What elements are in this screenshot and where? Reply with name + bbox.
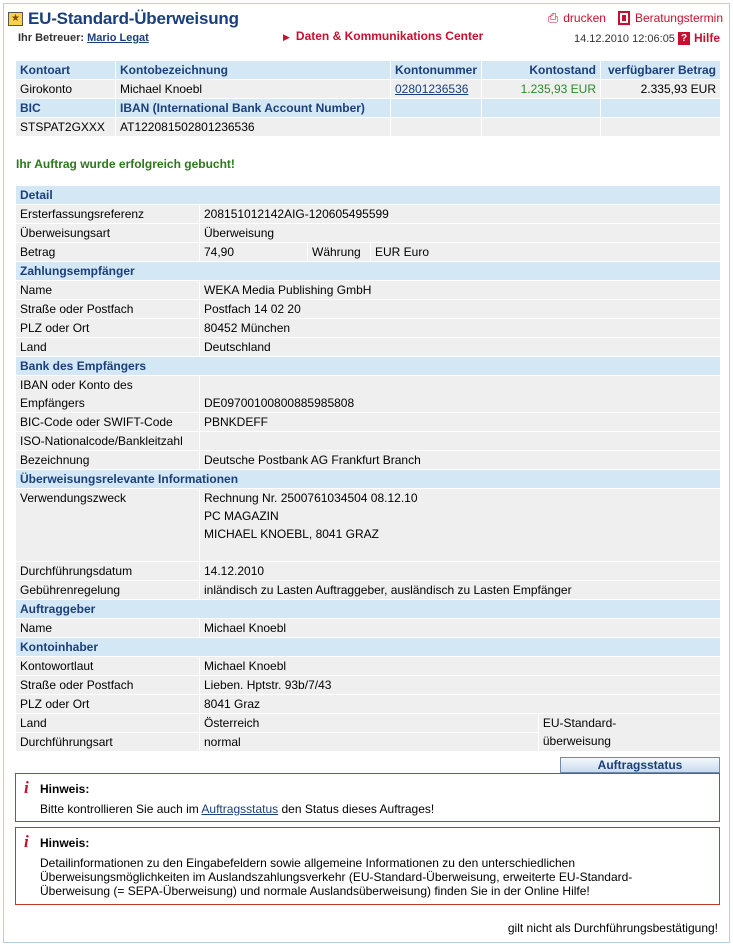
currency-value: EUR Euro [371, 243, 720, 261]
iban-value: AT122081502801236536 [116, 118, 390, 136]
help-link[interactable] [678, 31, 720, 45]
center-label: Daten & Kommunikations Center [295, 29, 484, 43]
table-row [16, 118, 720, 136]
bank-bic-label: BIC-Code oder SWIFT-Code [16, 413, 199, 431]
section-holder: Kontoinhaber [16, 638, 720, 656]
header-filler [391, 99, 481, 117]
appointment-label: Beratungstermin [634, 11, 723, 25]
print-label: drucken [563, 11, 606, 25]
bank-bez-label: Bezeichnung [16, 451, 199, 469]
hint-box [15, 827, 720, 905]
datetime: 14.12.2010 12:06:05 [574, 33, 675, 45]
col-bic: BIC [16, 99, 115, 117]
info-icon: i [24, 778, 29, 797]
holder-art-label: Durchführungsart [16, 733, 199, 751]
star-icon: ★ [8, 12, 23, 26]
ref-value: 208151012142AIG-120605495599 [200, 205, 720, 223]
hint-body: Detailinformationen zu den Eingabefeldern sowie allgemeine Informationen zu den unterschiedlichen Überweisungsmöglichkeiten im Auslandszahlungsverkehr (EU-Standard-Überweisung, erweiterte EU-Standard-Überweisung (= SEPA-Überweisung) und normale Auslandsüberweisung) finden Sie in der Online Hilfe! [40, 856, 633, 898]
date-label: Durchführungsdatum [16, 562, 199, 580]
section-detail: Detail [16, 186, 720, 204]
bank-bez-value: Deutsche Postbank AG Frankfurt Branch [200, 451, 720, 469]
hint-body: Bitte kontrollieren Sie auch im Auftragsstatus den Status dieses Auftrages! [40, 802, 435, 816]
appointment-link[interactable] [618, 11, 723, 25]
order-status-link[interactable]: Auftragsstatus [201, 802, 279, 816]
table-row [16, 80, 720, 98]
bank-iso-label: ISO-Nationalcode/Bankleitzahl [16, 432, 199, 450]
print-link[interactable] [548, 10, 606, 26]
recipient-plz-value: 80452 München [200, 319, 720, 337]
recipient-street-value: Postfach 14 02 20 [200, 300, 720, 318]
orderer-name-label: Name [16, 619, 199, 637]
footer-note: gilt nicht als Durchführungsbestätigung! [507, 921, 718, 935]
advisor [18, 32, 149, 44]
balance-value: 1.235,93 EUR [482, 80, 600, 98]
printer-icon: ⎙ [547, 10, 559, 25]
bank-iban-label: IBAN oder Konto des Empfängers [16, 376, 199, 412]
bank-iban-value: DE09700100800885985808 [200, 376, 720, 412]
holder-street-label: Straße oder Postfach [16, 676, 199, 694]
holder-art-value: normal [200, 733, 538, 751]
help-label: Hilfe [694, 31, 721, 45]
fee-label: Gebührenregelung [16, 581, 199, 599]
execution-type-note: EU-Standard- überweisung [539, 714, 720, 751]
fee-value: inländisch zu Lasten Auftraggeber, ausländisch zu Lasten Empfänger [200, 581, 720, 599]
cell-filler [391, 118, 481, 136]
col-iban: IBAN (International Bank Account Number) [116, 99, 390, 117]
holder-land-value: Österreich [200, 714, 538, 732]
title-bar [8, 9, 239, 29]
advisor-label: Ihr Betreuer: [18, 32, 85, 44]
header-filler [601, 99, 720, 117]
orderer-name-value: Michael Knoebl [200, 619, 720, 637]
order-status-button[interactable]: Auftragsstatus [560, 757, 720, 773]
hint-box [15, 773, 720, 822]
holder-wortlaut-value: Michael Knoebl [200, 657, 720, 675]
date-value: 14.12.2010 [200, 562, 720, 580]
section-info: Überweisungsrelevante Informationen [16, 470, 720, 488]
center-link[interactable] [283, 29, 483, 43]
help-icon: ? [678, 32, 690, 45]
bic-value: STSPAT2GXXX [16, 118, 115, 136]
top-links [548, 10, 723, 26]
available-value: 2.335,93 EUR [601, 80, 720, 98]
advisor-link[interactable]: Mario Legat [87, 32, 149, 44]
header-filler [482, 99, 600, 117]
recipient-land-value: Deutschland [200, 338, 720, 356]
hint-title: Hinweis: [40, 836, 90, 850]
recipient-name-value: WEKA Media Publishing GmbH [200, 281, 720, 299]
amount-label: Betrag [16, 243, 199, 261]
holder-plz-value: 8041 Graz [200, 695, 720, 713]
art-value: Überweisung [200, 224, 720, 242]
success-message: Ihr Auftrag wurde erfolgreich gebucht! [16, 157, 235, 171]
holder-plz-label: PLZ oder Ort [16, 695, 199, 713]
purpose-label: Verwendungszweck [16, 489, 199, 561]
bank-bic-value: PBNKDEFF [200, 413, 720, 431]
hint-title: Hinweis: [40, 782, 90, 796]
section-bank: Bank des Empfängers [16, 357, 720, 375]
amount-value: 74,90 [200, 243, 307, 261]
art-label: Überweisungsart [16, 224, 199, 242]
col-kontoart: Kontoart [16, 61, 115, 79]
holder-wortlaut-label: Kontowortlaut [16, 657, 199, 675]
cell-filler [482, 118, 600, 136]
holder-street-value: Lieben. Hptstr. 93b/7/43 [200, 676, 720, 694]
kontoart-value: Girokonto [16, 80, 115, 98]
cell-filler [601, 118, 720, 136]
currency-label: Währung [308, 243, 370, 261]
bank-iso-value [200, 432, 720, 450]
ref-label: Ersterfassungsreferenz [16, 205, 199, 223]
bezeichnung-value: Michael Knoebl [116, 80, 390, 98]
section-orderer: Auftraggeber [16, 600, 720, 618]
recipient-plz-label: PLZ oder Ort [16, 319, 199, 337]
recipient-land-label: Land [16, 338, 199, 356]
arrow-right-icon: ▶ [283, 32, 290, 42]
holder-land-label: Land [16, 714, 199, 732]
page-title: EU-Standard-Überweisung [28, 9, 239, 28]
recipient-name-label: Name [16, 281, 199, 299]
col-bezeichnung: Kontobezeichnung [116, 61, 390, 79]
info-icon: i [24, 832, 29, 851]
col-verfuegbar: verfügbarer Betrag [601, 61, 720, 79]
detail-table [15, 185, 721, 752]
section-recipient: Zahlungsempfänger [16, 262, 720, 280]
account-table [15, 60, 721, 137]
purpose-value: Rechnung Nr. 2500761034504 08.12.10 PC MAGAZIN MICHAEL KNOEBL, 8041 GRAZ [200, 489, 720, 561]
col-stand: Kontostand [482, 61, 600, 79]
account-number-link[interactable]: 02801236536 [395, 82, 469, 96]
col-nummer: Kontonummer [391, 61, 481, 79]
calendar-icon [618, 11, 630, 25]
recipient-street-label: Straße oder Postfach [16, 300, 199, 318]
